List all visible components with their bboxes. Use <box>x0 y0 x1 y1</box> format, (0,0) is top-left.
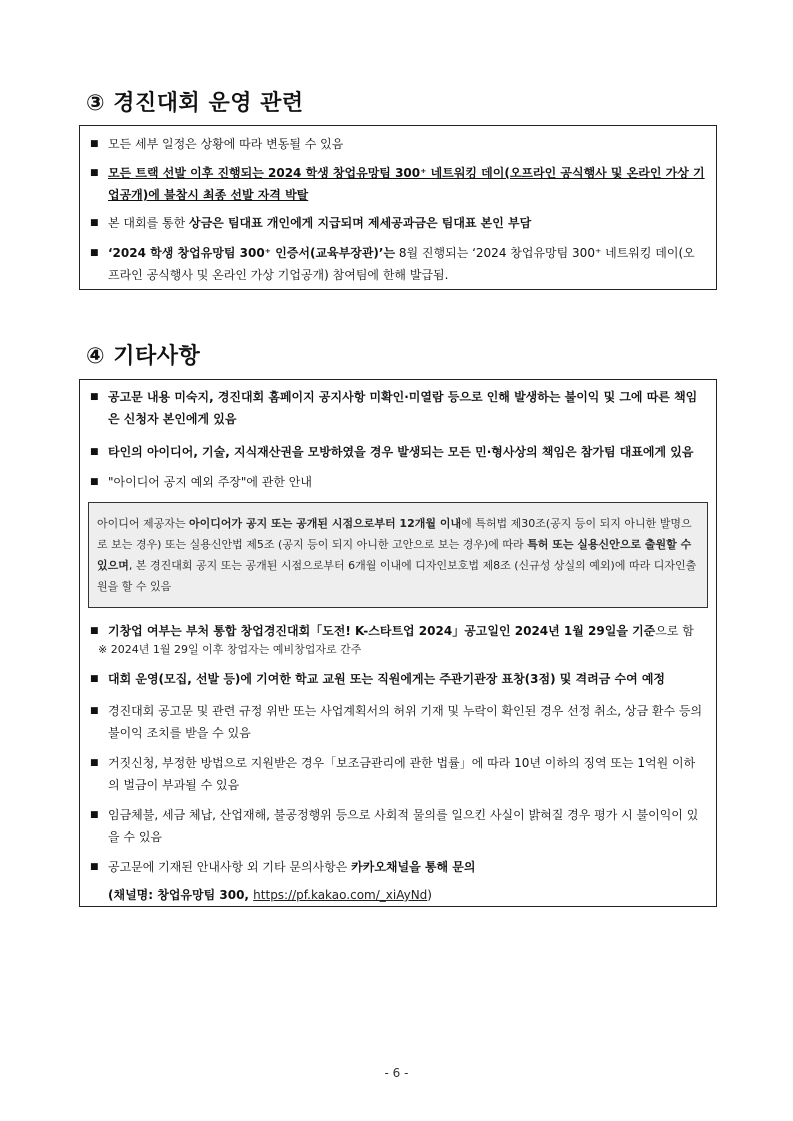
notice-text: 아이디어 제공자는 <box>97 517 190 530</box>
bullet-icon: ■ <box>90 477 99 487</box>
operation-notice-box <box>79 125 717 290</box>
bullet-icon: ■ <box>90 626 99 636</box>
misc-notice-box <box>79 379 717 907</box>
bullet-icon: ■ <box>90 168 99 178</box>
item-text-plain: 으로 함 <box>655 624 694 638</box>
list-item-text <box>90 212 706 234</box>
list-item-text: 공고문 내용 미숙지, 경진대회 홈페이지 공지사항 미확인·미열람 등으로 인해 발생하는 불이익 및 그에 따른 책임은 신청자 본인에게 있음 <box>108 390 698 426</box>
list-item <box>90 668 706 690</box>
kakao-channel-contact <box>108 884 706 906</box>
contact-label: (채널명: 창업유망팀 300, <box>108 888 254 902</box>
list-item-text <box>90 620 706 642</box>
bullet-icon: ■ <box>90 706 99 716</box>
list-item-text <box>90 242 706 286</box>
bullet-icon: ■ <box>90 218 99 228</box>
list-item <box>90 804 706 848</box>
list-item-text: "아이디어 공지 예외 주장"에 관한 안내 <box>108 475 312 489</box>
item-text-plain: 공고문에 기재된 안내사항 외 기타 문의사항은 <box>108 860 352 874</box>
list-item <box>90 133 706 155</box>
notice-text-bold: 특허 또는 실용신안으로 출원할 수 있으며 <box>97 538 692 572</box>
bullet-icon: ■ <box>90 447 99 457</box>
bullet-icon: ■ <box>90 862 99 872</box>
bullet-icon: ■ <box>90 139 99 149</box>
section-title-operation: ③ 경진대회 운영 관련 <box>86 91 304 116</box>
item-text-bold: ‘2024 학생 창업유망팀 300⁺ 인증서(교육부장관)’는 <box>108 246 396 260</box>
item-text-bold: 상금은 팀대표 개인에게 지급되며 제세공과금은 팀대표 본인 부담 <box>189 216 532 230</box>
list-item <box>90 386 706 430</box>
item-text-bold: 카카오채널을 통해 문의 <box>351 860 476 874</box>
list-item <box>90 856 706 878</box>
list-item <box>90 441 706 463</box>
contact-close: ) <box>427 888 432 902</box>
page-number: - 6 - <box>384 1066 409 1080</box>
idea-disclosure-notice <box>88 502 708 608</box>
list-item-text: 대회 운영(모집, 선발 등)에 기여한 학교 교원 또는 직원에게는 주관기관장 표창(3점) 및 격려금 수여 예정 <box>108 672 666 686</box>
bullet-icon: ■ <box>90 674 99 684</box>
item-text-plain: 8월 진행되는 ‘2024 창업유망팀 300⁺ 네트워킹 데이(오프라인 공식행사 및 온라인 가상 기업공개) 참여팀에 한해 발급됨. <box>108 246 695 282</box>
notice-text-bold: 아이디어가 공지 또는 공개된 시점으로부터 12개월 이내 <box>189 517 462 530</box>
list-item <box>90 620 706 642</box>
item-text-bold: 기창업 여부는 부처 통합 창업경진대회「도전! K-스타트업 2024」공고일인 2024년 1월 29일을 기준 <box>108 624 656 638</box>
list-item-text: 모든 트랙 선발 이후 진행되는 2024 학생 창업유망팀 300⁺ 네트워킹 데이(오프라인 공식행사 및 온라인 가상 기업공개)에 불참시 최종 선발 자격 박탈 <box>108 166 705 202</box>
list-item <box>90 242 706 286</box>
bullet-icon: ■ <box>90 392 99 402</box>
list-item <box>90 700 706 744</box>
list-item-text: 경진대회 공고문 및 관련 규정 위반 또는 사업계획서의 허위 기재 및 누락이 확인된 경우 선정 취소, 상금 환수 등의 불이익 조치를 받을 수 있음 <box>108 704 703 740</box>
list-item-text <box>90 856 706 878</box>
list-item-text: 거짓신청, 부정한 방법으로 지원받은 경우「보조금관리에 관한 법률」에 따라 10년 이하의 징역 또는 1억원 이하의 벌금이 부과될 수 있음 <box>108 756 696 792</box>
list-item-text: 모든 세부 일정은 상황에 따라 변동될 수 있음 <box>108 137 344 151</box>
bullet-icon: ■ <box>90 248 99 258</box>
bullet-icon: ■ <box>90 810 99 820</box>
item-text-plain: 본 대회를 통한 <box>108 216 189 230</box>
list-item-text: 타인의 아이디어, 기술, 지식재산권을 모방하였을 경우 발생되는 모든 민·형사상의 책임은 참가팀 대표에게 있음 <box>108 445 694 459</box>
section-title-misc: ④ 기타사항 <box>86 344 201 369</box>
list-item-text: 임금체불, 세금 체납, 산업재해, 불공정행위 등으로 사회적 물의를 일으킨 사실이 밝혀질 경우 평가 시 불이익이 있을 수 있음 <box>108 808 699 844</box>
list-item <box>90 162 706 206</box>
notice-text: 에 특허법 제30조(공지 등이 되지 아니한 발명으로 보는 경우) 또는 실용신안법 제5조 (공지 등이 되지 아니한 고안으로 보는 경우)에 따라 <box>97 517 692 551</box>
list-item <box>90 471 706 493</box>
kakao-channel-link[interactable]: https://pf.kakao.com/_xiAyNd <box>253 888 428 902</box>
startup-date-note: ※ 2024년 1월 29일 이후 창업자는 예비창업자로 간주 <box>98 643 362 656</box>
list-item <box>90 212 706 234</box>
notice-text: , 본 경진대회 공지 또는 공개된 시점으로부터 6개월 이내에 디자인보호법 제8조 (신규성 상실의 예외)에 따라 디자인출원을 할 수 있음 <box>97 559 697 593</box>
bullet-icon: ■ <box>90 758 99 768</box>
list-item <box>90 752 706 796</box>
